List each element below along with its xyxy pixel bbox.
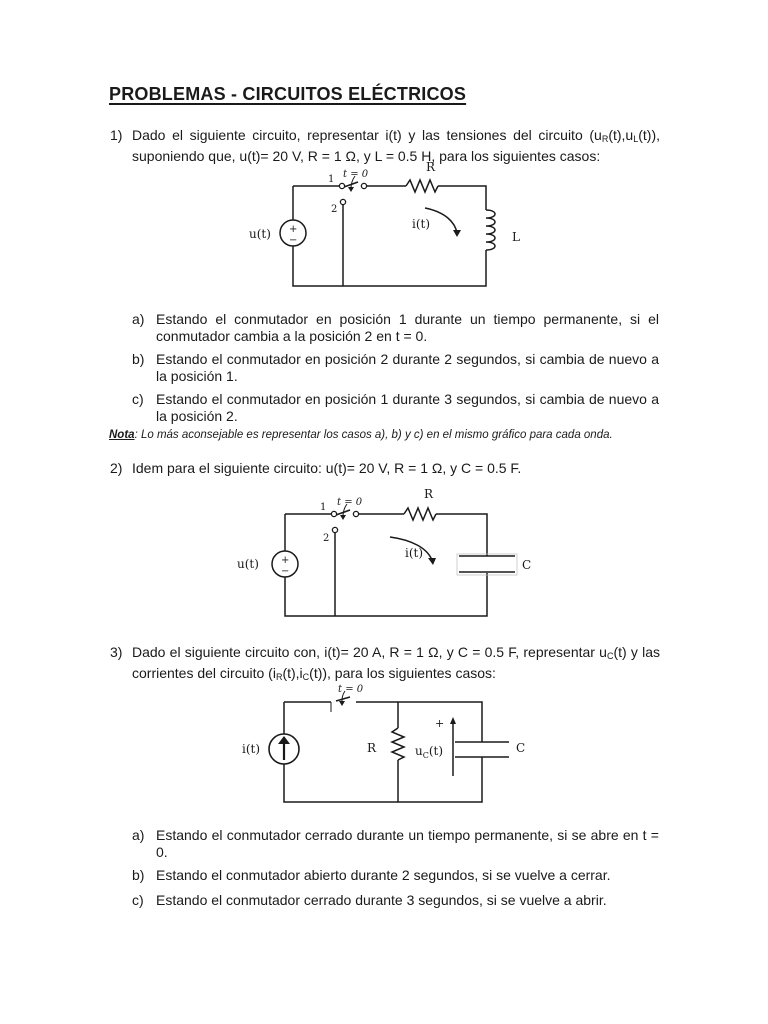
problem-2-statement: 2) Idem para el siguiente circuito: u(t)= 20 V, R = 1 Ω, y C = 0.5 F. — [110, 460, 522, 476]
case-1a: a) Estando el conmutador en posición 1 durante un tiempo permanente, si el conmutador cambia a la posición 2 en t = 0. — [132, 311, 659, 344]
circuit-diagram-rc — [232, 488, 542, 623]
switch-time-label: t = 0 — [337, 497, 363, 508]
circuit-diagram-current-source — [238, 680, 548, 810]
switch-time-label: t = 0 — [343, 169, 369, 180]
problem-text: Dado el siguiente circuito, representar i(t) y las tensiones del circuito $(u_R(t),u_L(t))$, suponiendo que, u(t)= 20 V, R = 1 Ω, y L = 0.5 H, para los siguientes casos: — [132, 127, 660, 164]
circuit-diagram-rl — [240, 160, 540, 295]
pos2-label: 2 — [323, 533, 330, 544]
svg-text:+: + — [289, 224, 298, 235]
problem-3-statement: 3) Dado el siguiente circuito con, i(t)= 20 A, R = 1 Ω, y C = 0.5 F, representar $u_C(t)$ y las corrientes del circuito $(i_R(t),i_C(t))$, para los siguientes casos: — [110, 644, 660, 682]
resistor-label: R — [424, 487, 434, 501]
voltage-label: $u_C(t)$ — [415, 744, 444, 760]
source-label: u(t) — [237, 557, 259, 571]
capacitor-label: C — [516, 741, 526, 755]
source-label: i(t) — [242, 742, 261, 756]
problem-number: 1) — [110, 127, 123, 143]
switch-time-label: t = 0 — [338, 684, 364, 695]
resistor-label: R — [426, 160, 436, 174]
pos1-label: 1 — [328, 174, 335, 185]
case-3b: b) Estando el conmutador abierto durante 2 segundos, si se vuelve a cerrar. — [132, 867, 611, 883]
current-label: i(t) — [412, 217, 431, 231]
plus-label: + — [435, 717, 445, 730]
pos2-label: 2 — [331, 204, 338, 215]
capacitor-label: C — [522, 558, 532, 572]
pos1-label: 1 — [320, 502, 327, 513]
note: Nota: Lo más aconsejable es representar los casos a), b) y c) en el mismo gráfico para cada onda. — [109, 429, 613, 441]
source-label: u(t) — [249, 227, 271, 241]
svg-text:+: + — [281, 555, 290, 566]
page-title: PROBLEMAS - CIRCUITOS ELÉCTRICOS — [109, 84, 467, 104]
inductor-label: L — [512, 230, 520, 244]
svg-text:−: − — [289, 235, 298, 246]
case-3c: c) Estando el conmutador cerrado durante 3 segundos, si se vuelve a abrir. — [132, 892, 607, 908]
case-1c: c) Estando el conmutador en posición 1 durante 3 segundos, si cambia de nuevo a la posición 2. — [132, 391, 659, 424]
resistor-label: R — [367, 741, 377, 755]
case-1b: b) Estando el conmutador en posición 2 durante 2 segundos, si cambia de nuevo a la posición 1. — [132, 351, 659, 384]
case-3a: a) Estando el conmutador cerrado durante un tiempo permanente, si se abre en t = 0. — [132, 827, 659, 860]
svg-text:−: − — [281, 566, 290, 577]
current-label: i(t) — [405, 546, 424, 560]
